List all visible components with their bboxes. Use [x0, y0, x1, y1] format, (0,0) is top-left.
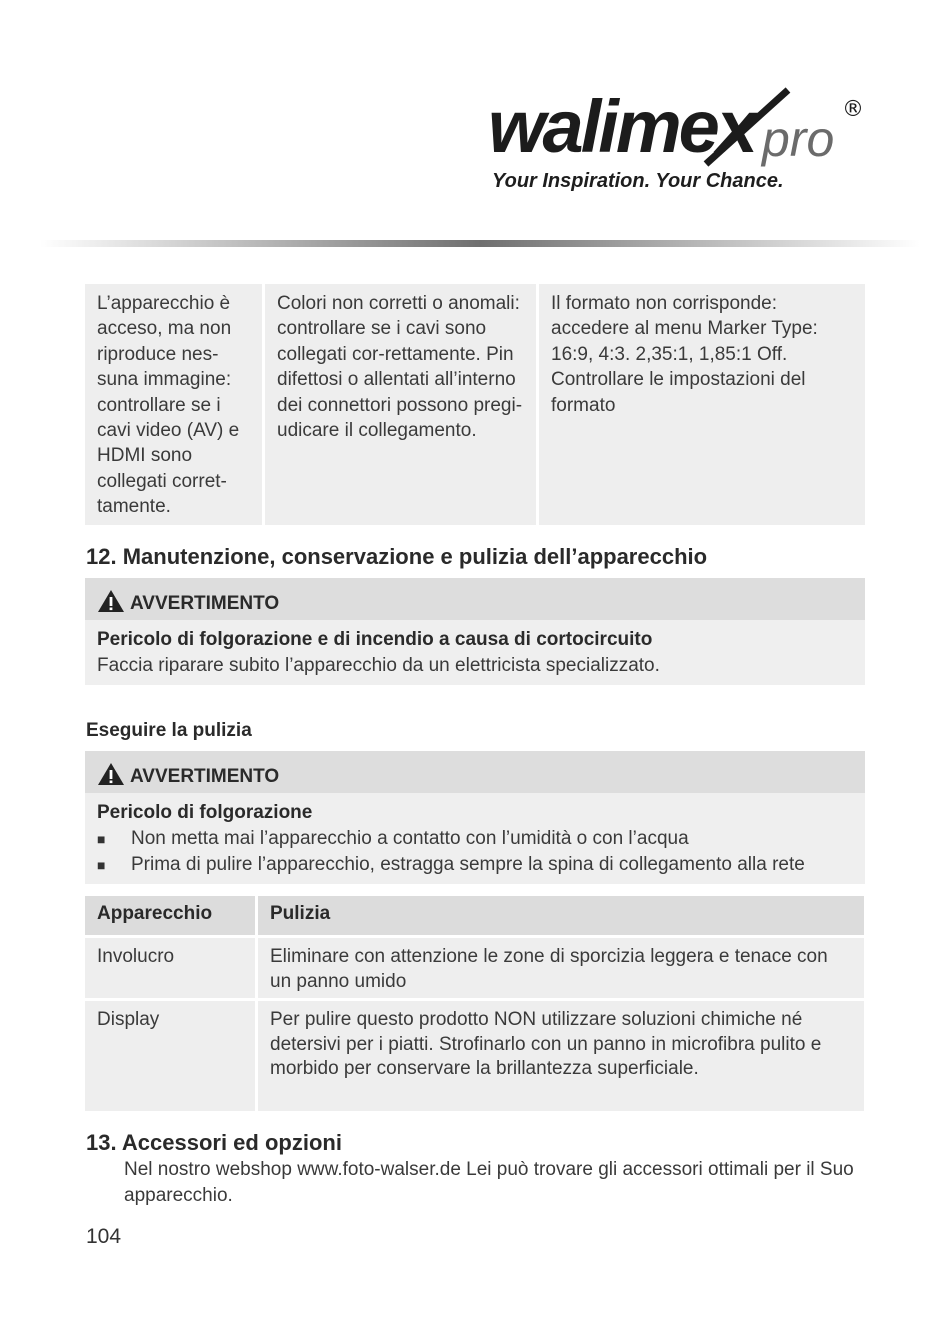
table-cell: Per pulire questo prodotto NON utilizzare soluzioni chimiche né detersivi per i piatti. Strofinarlo con un panno in microfibra pulito e morbido per conservare la brillantezza superficiale.	[258, 1001, 864, 1111]
list-item	[97, 852, 853, 878]
trouble-cell: L’apparecchio è acceso, ma non riproduce nes-suna immagine: controllare se i cavi video (AV) e HDMI sono collegati corret-tamente.	[85, 284, 262, 525]
table-header-row	[85, 896, 864, 935]
warning-text: Faccia riparare subito l’apparecchio da un elettricista specializzato.	[97, 655, 660, 676]
trouble-cell: Colori non corretti o anomali: controllare se i cavi sono collegati cor-rettamente. Pin difettosi o allentati all’interno dei connettori possono pregi-udicare il collegamento.	[265, 284, 536, 525]
warning-box-shock	[85, 751, 865, 884]
table-cell: Involucro	[85, 938, 255, 998]
section-12-heading: 12. Manutenzione, conservazione e pulizia dell’apparecchio	[86, 544, 708, 569]
troubleshooting-table	[85, 284, 865, 525]
bullet-text: Non metta mai l’apparecchio a contatto con l’umidità o con l’acqua	[131, 828, 689, 849]
warning-header	[85, 751, 865, 793]
table-row	[85, 1001, 864, 1111]
warning-label: AVVERTIMENTO	[130, 766, 280, 787]
header-divider	[40, 240, 920, 247]
page-number: 104	[86, 1225, 122, 1248]
logo-word: walimex	[488, 85, 755, 168]
warning-label: AVVERTIMENTO	[130, 593, 280, 614]
table-header-cell: Pulizia	[258, 896, 864, 935]
trouble-cell: Il formato non corrisponde: accedere al menu Marker Type: 16:9, 4:3. 2,35:1, 1,85:1 Off. Controllare le impostazioni del formato	[539, 284, 865, 525]
warning-triangle-icon	[97, 762, 125, 786]
warning-box-fire	[85, 578, 865, 685]
bullet-text: Prima di pulire l’apparecchio, estragga sempre la spina di collegamento alla rete	[131, 854, 805, 875]
table-header-cell: Apparecchio	[85, 896, 255, 935]
warning-body	[85, 620, 865, 685]
tagline: Your Inspiration. Your Chance.	[492, 170, 784, 192]
table-cell: Eliminare con attenzione le zone di sporcizia leggera e tenace con un panno umido	[258, 938, 864, 998]
cleaning-subheading: Eseguire la pulizia	[86, 720, 252, 741]
warning-body	[85, 793, 865, 884]
logo-suffix: pro	[762, 111, 835, 167]
list-item	[97, 826, 853, 852]
warning-title: Pericolo di folgorazione e di incendio a causa di cortocircuito	[97, 629, 653, 650]
warning-header	[85, 578, 865, 620]
table-cell: Display	[85, 1001, 255, 1111]
cleaning-table	[85, 896, 864, 1114]
logo-graphic	[488, 80, 868, 180]
bullet-square: ■	[97, 831, 106, 847]
warning-title: Pericolo di folgorazione	[97, 802, 313, 823]
accessories-text: Nel nostro webshop www.foto-walser.de Lei può trovare gli accessori ottimali per il Suo apparecchio.	[124, 1159, 854, 1206]
table-row	[85, 938, 864, 998]
registered-mark: ®	[842, 97, 864, 122]
warning-triangle-icon	[97, 589, 125, 613]
section-13-heading: 13. Accessori ed opzioni	[86, 1130, 342, 1155]
bullet-square: ■	[97, 857, 106, 873]
